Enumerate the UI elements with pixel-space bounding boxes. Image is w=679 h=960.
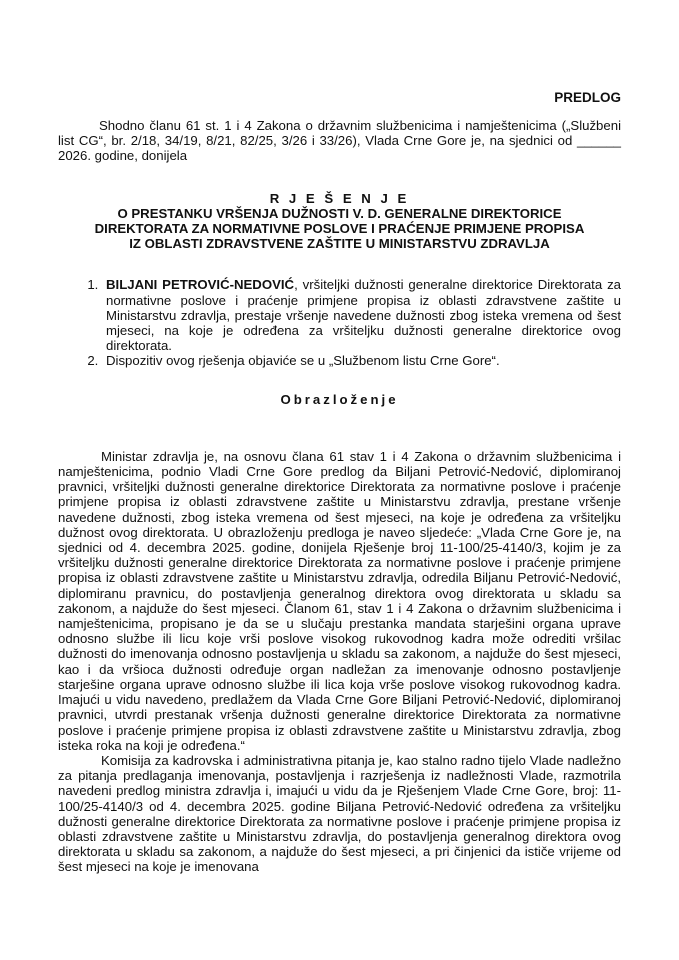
reasoning-paragraph-2: Komisija za kadrovska i administrativna pitanja je, kao stalno radno tijelo Vlade nadležno za pitanja predlaganja imenovanja, postavljenja i razrješenja iz nadležnosti Vlade, razmotrila navedeni predlog ministra zdravlja i, imajući u vidu da je Rješenjem Vlade Crne Gore, broj: 11-100/25-4140/3 od 4. decembra 2025. godine Biljana Petrović-Nedović određena za vršiteljku dužnosti generalne direktorice Direktorata za normativne poslove i praćenje primjene propisa iz oblasti zdravstvene zaštite u Ministarstvu zdravlja, do postavljenja generalnog direktora ovog direktorata u skladu sa zakonom, a najduže do šest mjeseci, a pri činjenici da ističe vrijeme od šest mjeseci na koje je imenovana xyxy=(58,752,621,875)
reasoning-heading: Obrazloženje xyxy=(280,391,399,407)
title-line-3: DIREKTORATA ZA NORMATIVNE POSLOVE I PRAĆENJE PRIMJENE PROPISA xyxy=(94,221,585,237)
title-line-2: O PRESTANKU VRŠENJA DUŽNOSTI V. D. GENERALNE DIREKTORICE xyxy=(117,205,562,221)
decision-item-1 xyxy=(102,277,621,353)
person-name: BILJANI PETROVIĆ-NEDOVIĆ xyxy=(106,277,295,293)
reasoning-paragraph-1: Ministar zdravlja je, na osnovu člana 61 stav 1 i 4 Zakona o državnim službenicima i namještenicima, podnio Vladi Crne Gore predlog da Biljani Petrović-Nedović, diplomiranoj pravnici, vršiteljki dužnosti generalne direktorice Direktorata za normativne poslove i praćenje primjene propisa iz oblasti zdravstvene zaštite u Ministarstvu zdravlja, prestane vršenje navedene dužnosti, zbog isteka vremena od šest mjeseci, na koje je određena za vršiteljku dužnost ovog direktorata. U obrazloženju predloga je naveo sljedeće: „Vlada Crne Gore je, na sjednici od 4. decembra 2025. godine, donijela Rješenje broj 11-100/25-4140/3, kojim je za vršiteljku dužnosti generalne direktorice Direktorata za normativne poslove i praćenje primjene propisa iz oblasti zdravstvene zaštite u Ministarstvu zdravlja, odredila Biljanu Petrović-Nedović, diplomiranu pravnicu, do postavljenja generalnog direktora ovog direktorata u skladu sa zakonom, a najduže do šest mjeseci. Članom 61, stav 1 i 4 Zakona o državnim službenicima i namještenicima, propisano je da se u slučaju prestanka mandata starješini organa uprave odnosno službe ili licu koje vrši poslove visokog rukovodnog kadra može odrediti vršilac dužnosti do imenovanja odnosno postavljenja u skladu sa zakonom, a najduže do šest mjeseci, kao i da vršioca dužnosti određuje organ nadležan za imenovanje odnosno postavljenje starješine organa uprave odnosno službe ili lica koja vrše poslove visokog rukovodnog kadra. Imajući u vidu navedeno, predlažem da Vlada Crne Gore Biljani Petrović-Nedović, diplomiranoj pravnici, utvrdi prestanak vršenja dužnosti generalne direktorice Direktorata za normativne poslove i praćenje primjene propisa iz oblasti zdravstvene zaštite u Ministarstvu zdravlja, zbog isteka roka na koji je određena.“ xyxy=(58,448,621,753)
decision-item-2-text: Dispozitiv ovog rješenja objaviće se u „Službenom listu Crne Gore“. xyxy=(106,353,500,369)
decision-items xyxy=(58,277,621,368)
title-line-4: IZ OBLASTI ZDRAVSTVENE ZAŠTITE U MINISTARSTVU ZDRAVLJA xyxy=(129,236,550,252)
decision-item-1-text: , vršiteljki dužnosti generalne direktorice Direktorata za normativne poslove i praćenje primjene propisa iz oblasti zdravstvene zaštite u Ministarstvu zdravlja, prestaje vršenje navedene dužnosti zbog isteka vremena od šest mjeseci, na koje je određena za vršiteljku dužnosti generalne direktorice ovog direktorata. xyxy=(106,277,622,354)
decision-title xyxy=(58,191,621,252)
intro-paragraph: Shodno članu 61 st. 1 i 4 Zakona o državnim službenicima i namještenicima („Službeni list CG“, br. 2/18, 34/19, 8/21, 82/25, 3/26 i 33/26), Vlada Crne Gore je, na sjednici od ______ 2026. godine, donijela xyxy=(58,118,621,164)
decision-item-2 xyxy=(102,353,621,368)
proposal-stamp: PREDLOG xyxy=(554,90,621,105)
title-line-1: R J E Š E N J E xyxy=(269,190,410,206)
